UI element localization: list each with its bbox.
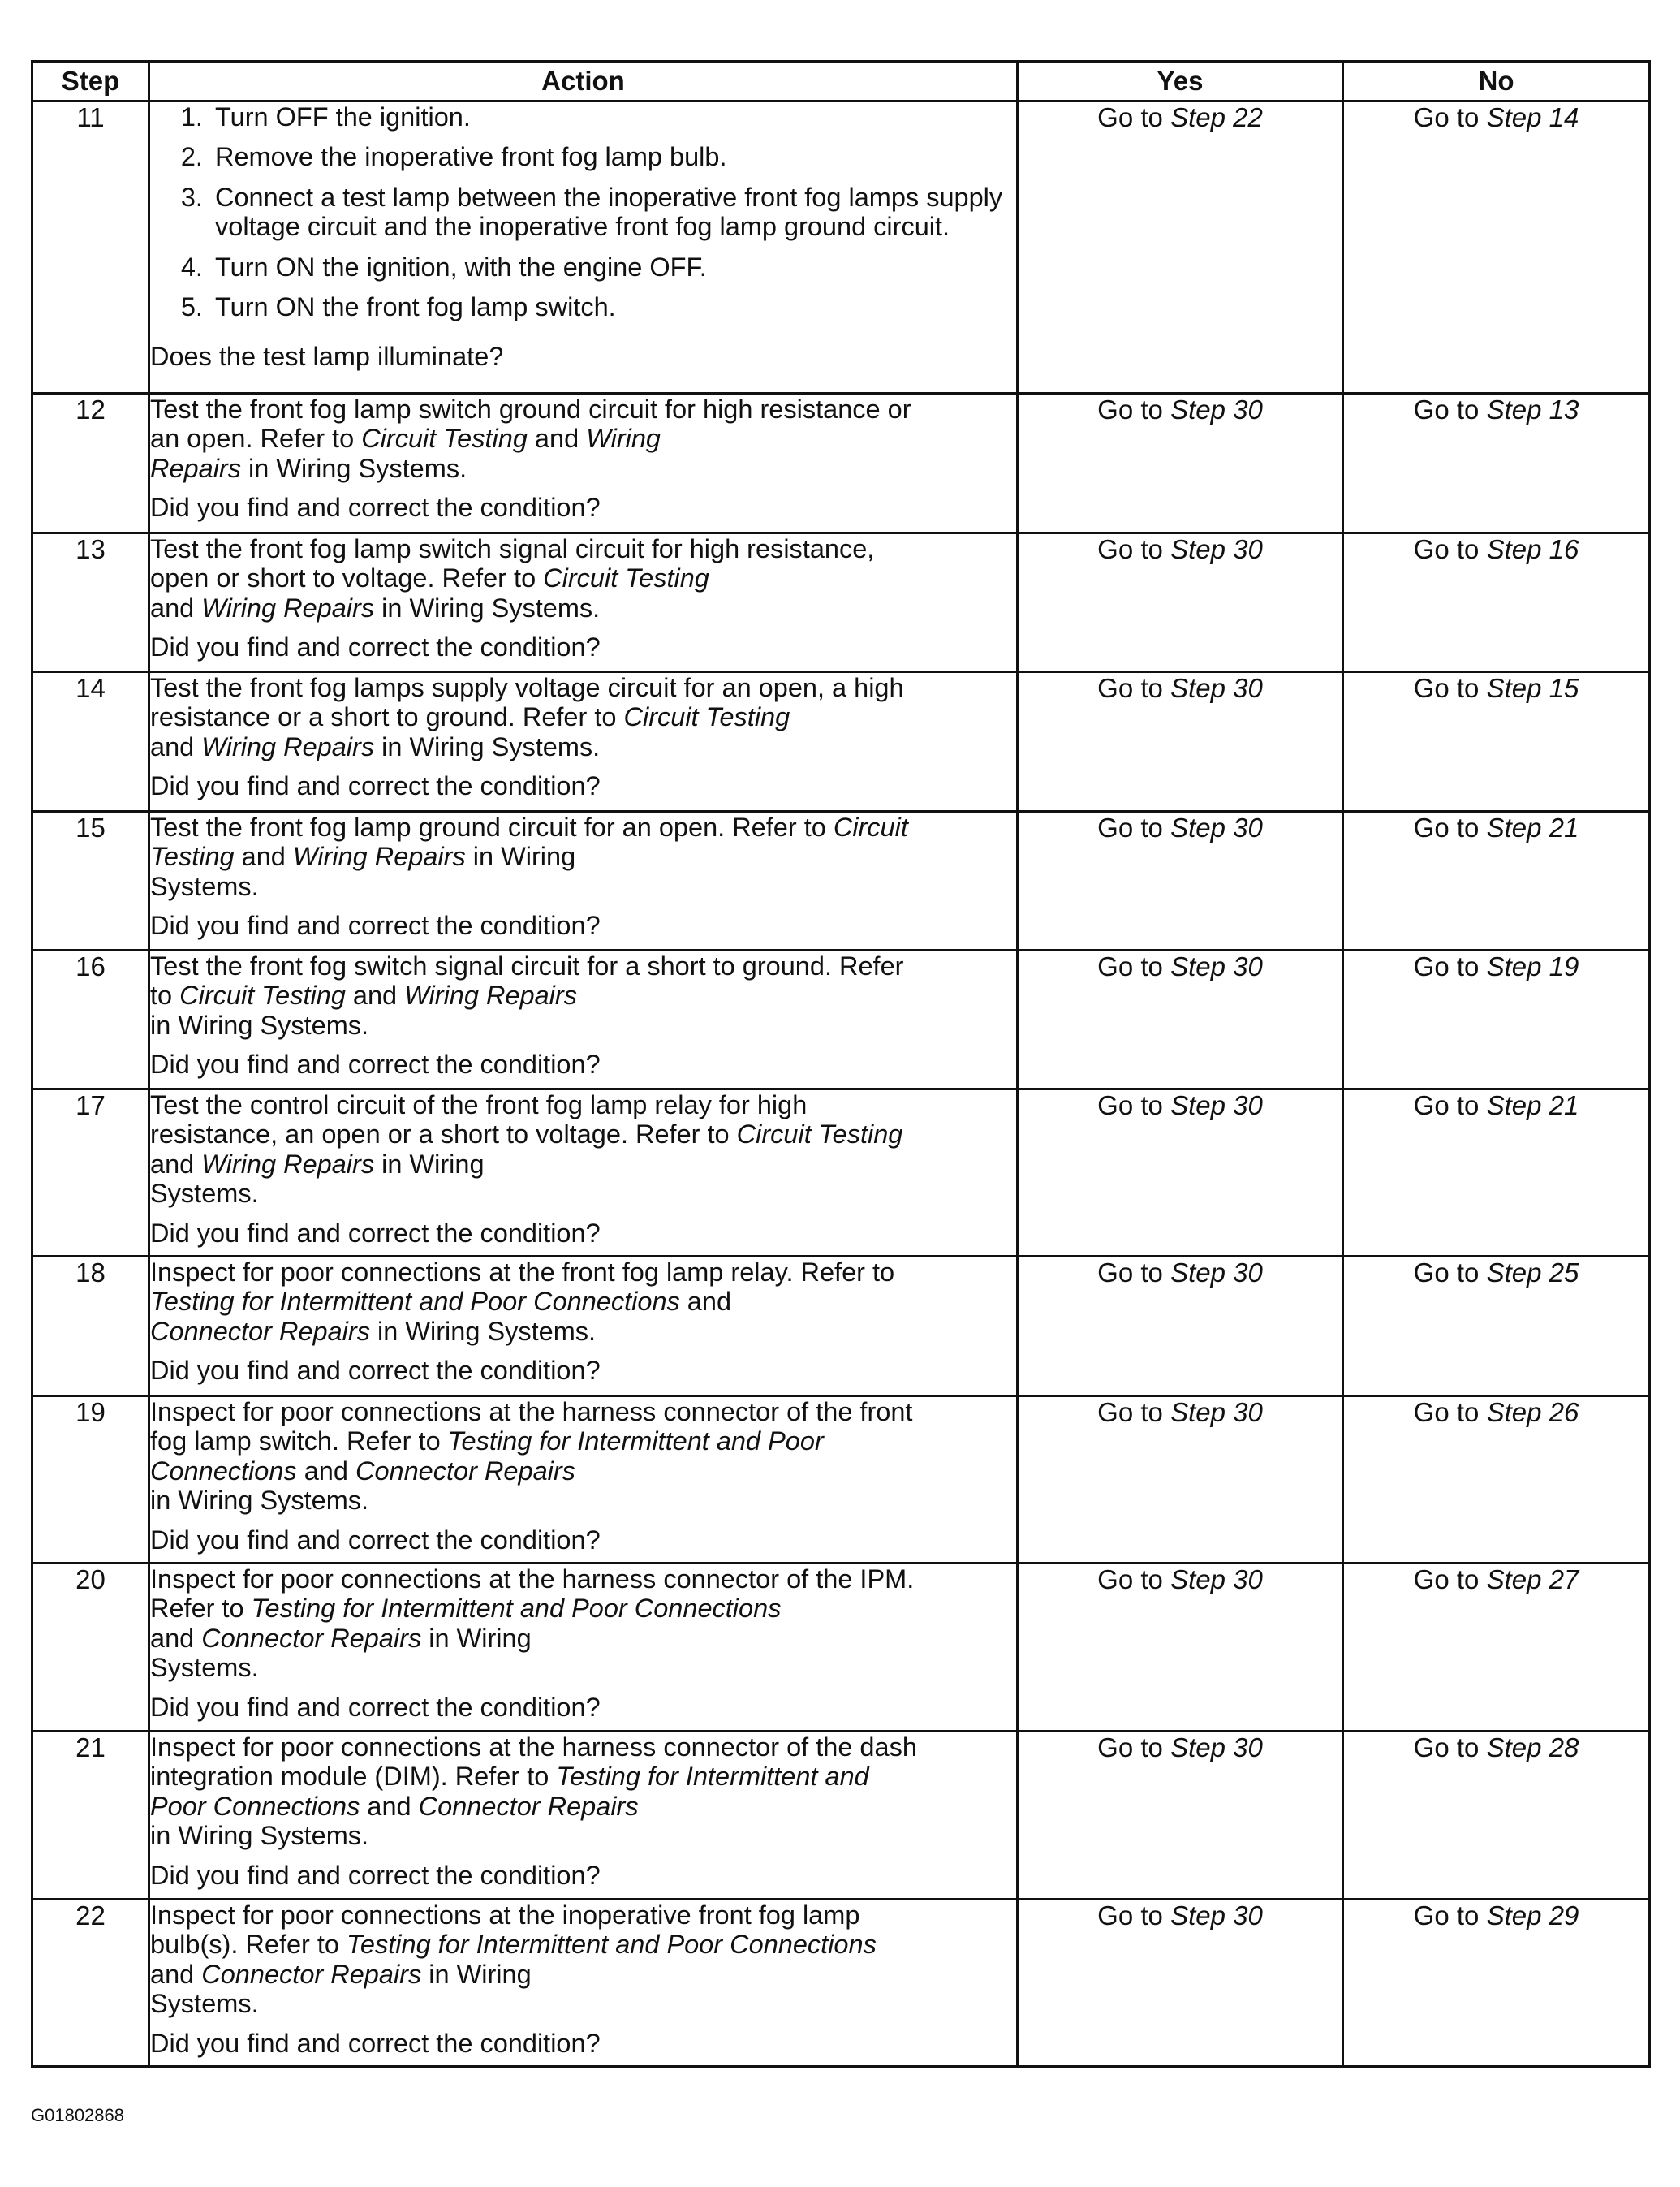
no-goto-prefix: Go to [1413,1090,1487,1120]
reference-text: Wiring Repairs [292,842,466,872]
yes-goto-step-link[interactable]: Step 30 [1170,1090,1263,1120]
action-text [150,1732,1016,1861]
table-row [32,1900,1650,2067]
action-text [150,813,1016,911]
instruction-text: open or short to voltage. Refer to [150,563,544,593]
yes-cell [1018,1089,1343,1257]
instruction-text: in Wiring [465,842,576,872]
no-goto-step-link[interactable]: Step 25 [1486,1257,1579,1288]
yes-goto-step-link[interactable]: Step 30 [1170,951,1263,981]
instruction-text: fog lamp switch. Refer to [150,1426,448,1456]
instruction-text: Test the front fog switch signal circuit for a short to ground. Refer [150,951,904,981]
reference-text: Circuit Testing [623,702,790,732]
yes-goto-prefix: Go to [1097,1257,1171,1288]
no-goto [1414,951,1579,981]
reference-text: Wiring Repairs [201,731,375,761]
action-line [150,1119,1016,1149]
action-line [150,1179,1016,1208]
yes-goto [1097,102,1263,132]
no-cell [1343,101,1650,394]
no-goto [1414,1900,1579,1930]
action-cell [149,672,1018,812]
instruction-text: and [296,1456,355,1486]
table-row [32,1564,1650,1732]
action-line [150,1989,1016,2018]
reference-text: Poor Connections [150,1791,360,1821]
no-goto-prefix: Go to [1413,1900,1487,1930]
table-row [32,951,1650,1089]
instruction-text: and [150,593,202,623]
header-step: Step [32,62,149,101]
yes-goto-prefix: Go to [1097,673,1171,703]
action-text [150,102,1016,342]
action-line [150,424,1016,453]
action-line [150,1257,1016,1287]
yes-goto [1097,951,1263,981]
header-action: Action [149,62,1018,101]
action-question: Did you find and correct the condition? [150,771,601,801]
action-line [150,1090,1016,1119]
action-question: Did you find and correct the condition? [150,1356,601,1386]
reference-text: Circuit [833,813,908,842]
instruction-text: and [360,1791,419,1821]
action-line [150,563,1016,593]
action-cell [149,951,1018,1089]
step-number: 16 [32,951,149,1089]
action-line [150,702,1016,731]
no-cell [1343,672,1650,812]
table-row [32,101,1650,394]
yes-goto [1097,1257,1263,1288]
reference-text: Testing [150,842,235,872]
action-line [150,1397,1016,1426]
action-line [150,1426,1016,1456]
yes-cell [1018,951,1343,1089]
action-cell [149,1396,1018,1564]
action-cell [149,394,1018,533]
instruction-text: Test the control circuit of the front fog lamp relay for high [150,1090,808,1119]
no-cell [1343,1732,1650,1900]
action-line [150,1900,1016,1930]
instruction-text: integration module (DIM). Refer to [150,1762,557,1792]
no-goto-prefix: Go to [1413,1732,1487,1762]
action-question: Did you find and correct the condition? [150,632,601,662]
reference-text: Circuit Testing [736,1119,903,1150]
instruction-text: in Wiring Systems. [150,1486,369,1516]
no-goto [1414,395,1579,425]
yes-goto-prefix: Go to [1097,1397,1171,1427]
table-row [32,1396,1650,1564]
yes-cell [1018,533,1343,672]
action-step-item: 2. Remove the inoperative front fog lamp bulb. [210,142,1016,171]
action-question: Did you find and correct the condition? [150,1692,601,1722]
reference-text: Connections [150,1456,297,1486]
instruction-text: Systems. [150,1989,259,2019]
no-cell [1343,394,1650,533]
instruction-text: Inspect for poor connections at the harness connector of the IPM. [150,1564,915,1594]
yes-cell [1018,1257,1343,1396]
instruction-text: in Wiring [374,1149,485,1179]
yes-goto-step-link[interactable]: Step 30 [1170,1564,1263,1594]
no-goto-prefix: Go to [1413,951,1487,981]
yes-goto [1097,813,1263,843]
instruction-text: and [527,424,587,454]
reference-text: Wiring Repairs [201,1149,375,1179]
no-goto-step-link[interactable]: Step 29 [1486,1900,1579,1930]
action-line [150,1960,1016,1989]
action-question: Did you find and correct the condition? [150,1525,601,1555]
no-goto [1414,534,1579,564]
step-number: 22 [32,1900,149,2067]
instruction-text: to [150,981,180,1011]
instruction-text: Systems. [150,1179,259,1209]
instruction-text: in Wiring Systems. [374,593,601,623]
action-cell [149,1732,1018,1900]
action-line [150,981,1016,1010]
header-no: No [1343,62,1650,101]
yes-goto-step-link[interactable]: Step 30 [1170,395,1263,425]
no-cell [1343,1396,1650,1564]
instruction-text: in Wiring Systems. [150,1010,369,1040]
table-row [32,533,1650,672]
instruction-text: in Wiring [421,1959,532,1989]
action-text [150,395,1016,493]
action-line [150,593,1016,623]
action-line [150,951,1016,981]
no-goto-step-link[interactable]: Step 16 [1486,534,1579,564]
action-step-item: 3. Connect a test lamp between the inoperative front fog lamps supply voltage circuit and the inoperative front fog lamp ground circuit. [210,183,1016,242]
no-goto [1414,813,1579,843]
no-cell [1343,1564,1650,1732]
instruction-text: and [150,1149,202,1179]
reference-text: Wiring [586,424,661,454]
no-cell [1343,1257,1650,1396]
instruction-text: Test the front fog lamp switch ground circuit for high resistance or [150,395,911,424]
step-number: 17 [32,1089,149,1257]
table-body [32,101,1650,2067]
no-goto-step-link[interactable]: Step 21 [1486,1090,1579,1120]
no-goto-prefix: Go to [1413,673,1487,703]
action-text [150,1564,1016,1693]
reference-text: Connector Repairs [150,1316,370,1346]
yes-goto-step-link[interactable]: Step 30 [1170,1900,1263,1930]
action-text [150,951,1016,1050]
action-text [150,673,1016,771]
instruction-text: and [150,1623,202,1653]
reference-text: Testing for Intermittent and Poor Connections [150,1287,680,1317]
reference-text: Circuit Testing [361,424,528,454]
action-question: Does the test lamp illuminate? [150,342,504,372]
yes-goto [1097,1564,1263,1594]
action-line [150,454,1016,483]
yes-goto-step-link[interactable]: Step 30 [1170,813,1263,843]
table-row [32,394,1650,533]
action-line [150,1930,1016,1959]
no-goto-step-link[interactable]: Step 26 [1486,1397,1579,1427]
instruction-text: in Wiring Systems. [369,1316,597,1346]
action-cell [149,101,1018,394]
action-line [150,842,1016,871]
yes-goto-prefix: Go to [1097,951,1171,981]
instruction-text: and [234,842,293,872]
table-row [32,1089,1650,1257]
instruction-text: Refer to [150,1594,252,1624]
action-step-item: 5. Turn ON the front fog lamp switch. [210,292,1016,321]
step-number: 14 [32,672,149,812]
action-line [150,813,1016,842]
action-cell [149,1900,1018,2067]
reference-text: Connector Repairs [201,1959,422,1989]
step-number: 11 [32,101,149,394]
instruction-text: Systems. [150,871,259,901]
action-steps-list [150,102,1016,321]
action-cell [149,812,1018,951]
instruction-text: in Wiring Systems. [374,731,601,761]
instruction-text: in Wiring [421,1623,532,1653]
action-line [150,1732,1016,1762]
action-line [150,1011,1016,1040]
action-line [150,1287,1016,1316]
action-line [150,1624,1016,1653]
reference-text: Circuit Testing [179,981,346,1011]
yes-goto-prefix: Go to [1097,813,1171,843]
yes-cell [1018,394,1343,533]
no-goto-step-link[interactable]: Step 13 [1486,395,1579,425]
no-goto [1414,1564,1579,1594]
yes-goto-prefix: Go to [1097,1090,1171,1120]
yes-goto [1097,1397,1263,1427]
no-goto-prefix: Go to [1413,534,1487,564]
instruction-text: and [150,1959,202,1989]
reference-text: Connector Repairs [201,1623,422,1653]
reference-text: Testing for Intermittent and Poor Connections [347,1930,877,1960]
yes-goto-step-link[interactable]: Step 22 [1170,102,1263,132]
instruction-text: Test the front fog lamp ground circuit for an open. Refer to [150,813,834,842]
no-goto-prefix: Go to [1413,1257,1487,1288]
step-number: 13 [32,533,149,672]
reference-text: Testing for Intermittent and Poor Connections [251,1594,782,1624]
instruction-text: Test the front fog lamp switch signal circuit for high resistance, [150,534,875,563]
action-line [150,673,1016,702]
instruction-text: Inspect for poor connections at the harness connector of the dash [150,1732,917,1762]
yes-cell [1018,1564,1343,1732]
action-cell [149,1089,1018,1257]
instruction-text: Inspect for poor connections at the front fog lamp relay. Refer to [150,1257,895,1287]
no-goto-step-link[interactable]: Step 28 [1486,1732,1579,1762]
yes-goto-prefix: Go to [1097,1564,1171,1594]
action-line [150,1456,1016,1486]
no-goto-step-link[interactable]: Step 19 [1486,951,1579,981]
yes-goto-step-link[interactable]: Step 30 [1170,1732,1263,1762]
instruction-text: Inspect for poor connections at the harness connector of the front [150,1397,913,1426]
no-cell [1343,1900,1650,2067]
step-number: 12 [32,394,149,533]
action-line [150,1150,1016,1179]
action-question: Did you find and correct the condition? [150,1860,601,1890]
action-question: Did you find and correct the condition? [150,911,601,941]
instruction-text: in Wiring Systems. [241,453,467,483]
yes-goto-prefix: Go to [1097,1732,1171,1762]
yes-goto [1097,395,1263,425]
yes-cell [1018,1396,1343,1564]
instruction-text: resistance, an open or a short to voltage. Refer to [150,1119,737,1150]
action-text [150,534,1016,632]
step-number: 21 [32,1732,149,1900]
reference-text: Connector Repairs [418,1791,639,1821]
yes-goto-step-link[interactable]: Step 30 [1170,534,1263,564]
no-goto [1414,102,1579,132]
instruction-text: an open. Refer to [150,424,362,454]
yes-goto-prefix: Go to [1097,1900,1171,1930]
yes-goto-step-link[interactable]: Step 30 [1170,1257,1263,1288]
action-cell [149,1257,1018,1396]
reference-text: Circuit Testing [543,563,709,593]
no-goto-step-link[interactable]: Step 27 [1486,1564,1579,1594]
yes-cell [1018,1900,1343,2067]
no-goto-prefix: Go to [1413,813,1487,843]
no-goto [1414,1257,1579,1288]
instruction-text: bulb(s). Refer to [150,1930,347,1960]
action-cell [149,533,1018,672]
yes-goto [1097,673,1263,703]
yes-cell [1018,812,1343,951]
no-goto-step-link[interactable]: Step 21 [1486,813,1579,843]
action-text [150,1397,1016,1525]
diagnostic-table [31,60,1651,2068]
no-cell [1343,951,1650,1089]
action-line [150,1821,1016,1850]
action-line [150,1564,1016,1594]
no-goto [1414,1090,1579,1120]
instruction-text: resistance or a short to ground. Refer to [150,702,624,732]
no-goto-prefix: Go to [1413,1564,1487,1594]
figure-code: G01802868 [31,2105,124,2125]
reference-text: Connector Repairs [355,1456,575,1486]
instruction-text: Test the front fog lamps supply voltage circuit for an open, a high [150,673,904,702]
no-goto-step-link[interactable]: Step 15 [1486,673,1579,703]
no-cell [1343,812,1650,951]
yes-goto-step-link[interactable]: Step 30 [1170,1397,1263,1427]
instruction-text: and [345,981,405,1011]
yes-goto [1097,1900,1263,1930]
reference-text: Testing for Intermittent and Poor [447,1426,824,1456]
header-yes: Yes [1018,62,1343,101]
no-goto-step-link[interactable]: Step 14 [1486,102,1579,132]
no-cell [1343,533,1650,672]
action-line [150,1486,1016,1515]
yes-cell [1018,1732,1343,1900]
instruction-text: in Wiring Systems. [150,1821,369,1851]
yes-goto [1097,1090,1263,1120]
table-row [32,1257,1650,1396]
action-line [150,1762,1016,1791]
action-text [150,1090,1016,1219]
yes-goto-prefix: Go to [1097,534,1171,564]
instruction-text: and [679,1287,732,1317]
action-line [150,1594,1016,1623]
action-text [150,1900,1016,2029]
action-line [150,872,1016,901]
action-line [150,1317,1016,1346]
table-row [32,1732,1650,1900]
yes-goto [1097,1732,1263,1762]
instruction-text: Systems. [150,1653,259,1683]
action-step-item: 4. Turn ON the ignition, with the engine OFF. [210,252,1016,282]
action-question: Did you find and correct the condition? [150,493,601,523]
action-line [150,534,1016,563]
reference-text: Wiring Repairs [201,593,375,623]
table-row [32,812,1650,951]
yes-goto [1097,534,1263,564]
header-row [32,62,1650,101]
no-cell [1343,1089,1650,1257]
yes-cell [1018,101,1343,394]
yes-goto-step-link[interactable]: Step 30 [1170,673,1263,703]
table-row [32,672,1650,812]
yes-cell [1018,672,1343,812]
instruction-text: Inspect for poor connections at the inoperative front fog lamp [150,1900,860,1930]
action-cell [149,1564,1018,1732]
no-goto [1414,1397,1579,1427]
no-goto-prefix: Go to [1413,1397,1487,1427]
step-number: 15 [32,812,149,951]
no-goto-prefix: Go to [1413,395,1487,425]
action-step-item: 1. Turn OFF the ignition. [210,102,1016,132]
reference-text: Wiring Repairs [404,981,577,1011]
action-line [150,732,1016,761]
action-question: Did you find and correct the condition? [150,1218,601,1248]
step-number: 20 [32,1564,149,1732]
no-goto [1414,673,1579,703]
no-goto-prefix: Go to [1413,102,1487,132]
reference-text: Testing for Intermittent and [556,1762,869,1792]
step-number: 19 [32,1396,149,1564]
no-goto [1414,1732,1579,1762]
step-number: 18 [32,1257,149,1396]
instruction-text: and [150,731,202,761]
yes-goto-prefix: Go to [1097,102,1171,132]
action-text [150,1257,1016,1356]
yes-goto-prefix: Go to [1097,395,1171,425]
action-question: Did you find and correct the condition? [150,2028,601,2058]
action-line [150,395,1016,424]
action-line [150,1792,1016,1821]
action-line [150,1653,1016,1682]
action-question: Did you find and correct the condition? [150,1050,601,1080]
reference-text: Repairs [150,453,241,483]
